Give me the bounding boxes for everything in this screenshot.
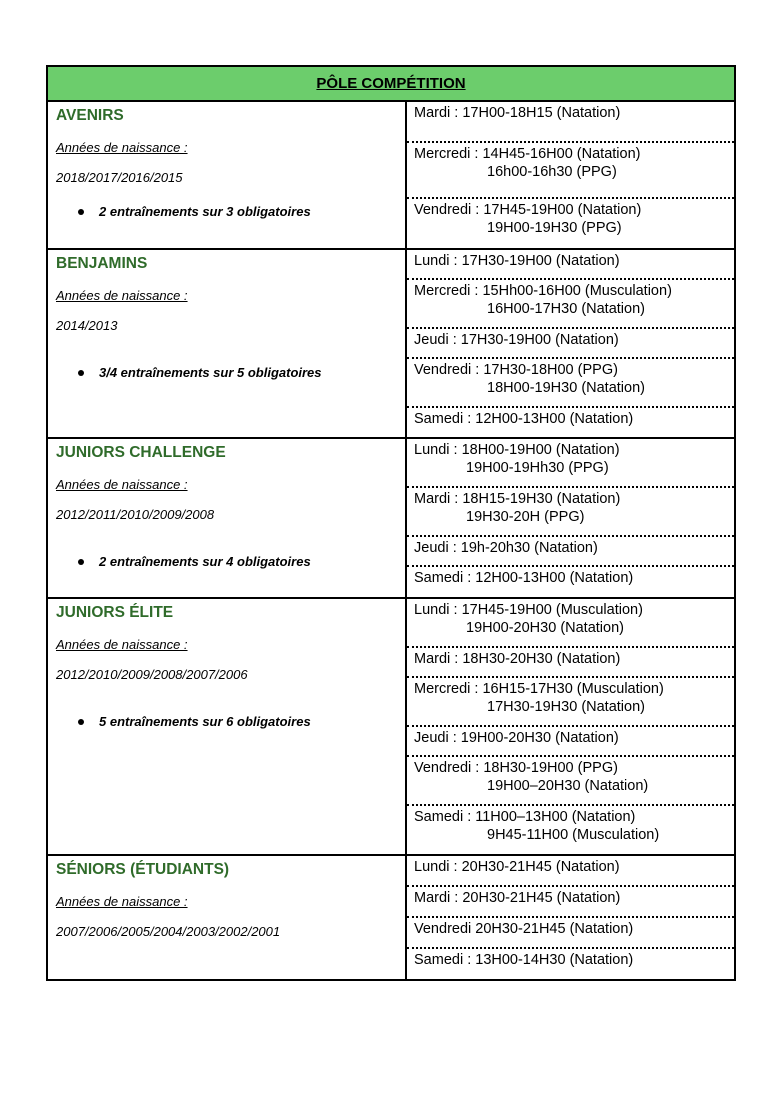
slot-main-text: Mercredi : 15Hh00-16H00 (Musculation) [414,283,672,299]
schedule-table [46,65,736,981]
slot-main-text: Vendredi : 17H45-19H00 (Natation) [414,202,642,218]
schedule-slot [407,599,734,648]
requirement-text: 5 entraînements sur 6 obligatoires [99,714,311,729]
slot-main-text: Mardi : 17H00-18H15 (Natation) [414,105,621,121]
group-row [48,102,734,250]
group-info [48,599,407,854]
birth-years-value: 2018/2017/2016/2015 [56,170,183,185]
group-name: BENJAMINS [56,255,148,272]
group-row [48,856,734,979]
schedule-slot [407,887,734,918]
schedule-slot [407,537,734,567]
bullet-icon [78,719,84,725]
slots-column [407,439,734,597]
bullet-icon [78,209,84,215]
group-row [48,250,734,439]
group-name: AVENIRS [56,107,124,124]
group-name: SÉNIORS (ÉTUDIANTS) [56,861,230,878]
requirement-text: 2 entraînements sur 3 obligatoires [99,204,311,219]
birth-years-label: Années de naissance : [56,140,188,155]
schedule-slot [407,250,734,280]
slot-main-text: Mercredi : 16H15-17H30 (Musculation) [414,681,664,697]
schedule-slot [407,359,734,408]
schedule-slot [407,856,734,887]
group-name: JUNIORS ÉLITE [56,604,174,621]
slot-main-text: Lundi : 17H45-19H00 (Musculation) [414,602,643,618]
slot-extra-text: 17H30-19H30 (Natation) [487,699,645,715]
slot-main-text: Mardi : 18H30-20H30 (Natation) [414,651,621,667]
slots-column [407,599,734,854]
schedule-slot [407,757,734,806]
slot-main-text: Samedi : 13H00-14H30 (Natation) [414,952,634,968]
birth-years-label: Années de naissance : [56,288,188,303]
birth-years-value: 2007/2006/2005/2004/2003/2002/2001 [56,924,281,939]
schedule-slot [407,102,734,143]
requirement-text: 3/4 entraînements sur 5 obligatoires [99,365,322,380]
slot-extra-text: 19H00–20H30 (Natation) [487,778,649,794]
schedule-slot [407,199,734,248]
slot-extra-text: 16h00-16h30 (PPG) [487,164,617,180]
slot-extra-text: 19H00-19H30 (PPG) [487,220,622,236]
schedule-slot [407,143,734,199]
schedule-slot [407,727,734,757]
birth-years-value: 2012/2010/2009/2008/2007/2006 [56,667,248,682]
schedule-slot [407,648,734,678]
group-info [48,856,407,979]
birth-years-label: Années de naissance : [56,894,188,909]
group-info [48,250,407,437]
schedule-slot [407,918,734,949]
schedule-slot [407,408,734,437]
groups-container [48,102,734,979]
birth-years-value: 2012/2011/2010/2009/2008 [56,507,215,522]
bullet-icon [78,370,84,376]
slot-main-text: Jeudi : 17H30-19H00 (Natation) [414,332,619,348]
slot-main-text: Samedi : 12H00-13H00 (Natation) [414,570,634,586]
slot-main-text: Vendredi 20H30-21H45 (Natation) [414,921,634,937]
slot-main-text: Vendredi : 18H30-19H00 (PPG) [414,760,618,776]
slot-main-text: Jeudi : 19H00-20H30 (Natation) [414,730,619,746]
training-requirement [56,204,397,219]
schedule-slot [407,439,734,488]
slot-main-text: Mercredi : 14H45-16H00 (Natation) [414,146,641,162]
birth-years-label: Années de naissance : [56,477,188,492]
slot-main-text: Samedi : 12H00-13H00 (Natation) [414,411,634,427]
slot-extra-text: 18H00-19H30 (Natation) [487,380,645,396]
schedule-slot [407,806,734,854]
group-info [48,102,407,248]
requirement-text: 2 entraînements sur 4 obligatoires [99,554,311,569]
schedule-slot [407,329,734,359]
birth-years-label: Années de naissance : [56,637,188,652]
group-row [48,599,734,856]
slot-main-text: Lundi : 17H30-19H00 (Natation) [414,253,620,269]
slots-column [407,856,734,979]
training-requirement [56,365,397,380]
group-name: JUNIORS CHALLENGE [56,444,226,461]
table-title: PÔLE COMPÉTITION [48,67,734,102]
slot-extra-text: 16H00-17H30 (Natation) [487,301,645,317]
bullet-icon [78,559,84,565]
slot-extra-text: 19H00-20H30 (Natation) [466,620,624,636]
group-row [48,439,734,599]
schedule-slot [407,488,734,537]
training-requirement [56,554,397,569]
schedule-slot [407,678,734,727]
slot-extra-text: 19H00-19Hh30 (PPG) [466,460,609,476]
slot-main-text: Vendredi : 17H30-18H00 (PPG) [414,362,618,378]
slot-main-text: Samedi : 11H00–13H00 (Natation) [414,809,636,825]
slot-extra-text: 9H45-11H00 (Musculation) [487,827,660,843]
schedule-slot [407,949,734,979]
training-requirement [56,714,397,729]
slot-main-text: Lundi : 20H30-21H45 (Natation) [414,859,620,875]
slots-column [407,250,734,437]
slot-main-text: Jeudi : 19h-20h30 (Natation) [414,540,598,556]
birth-years-value: 2014/2013 [56,318,118,333]
slot-extra-text: 19H30-20H (PPG) [466,509,585,525]
slot-main-text: Mardi : 20H30-21H45 (Natation) [414,890,621,906]
slot-main-text: Lundi : 18H00-19H00 (Natation) [414,442,620,458]
group-info [48,439,407,597]
schedule-slot [407,280,734,329]
slot-main-text: Mardi : 18H15-19H30 (Natation) [414,491,621,507]
schedule-slot [407,567,734,597]
slots-column [407,102,734,248]
